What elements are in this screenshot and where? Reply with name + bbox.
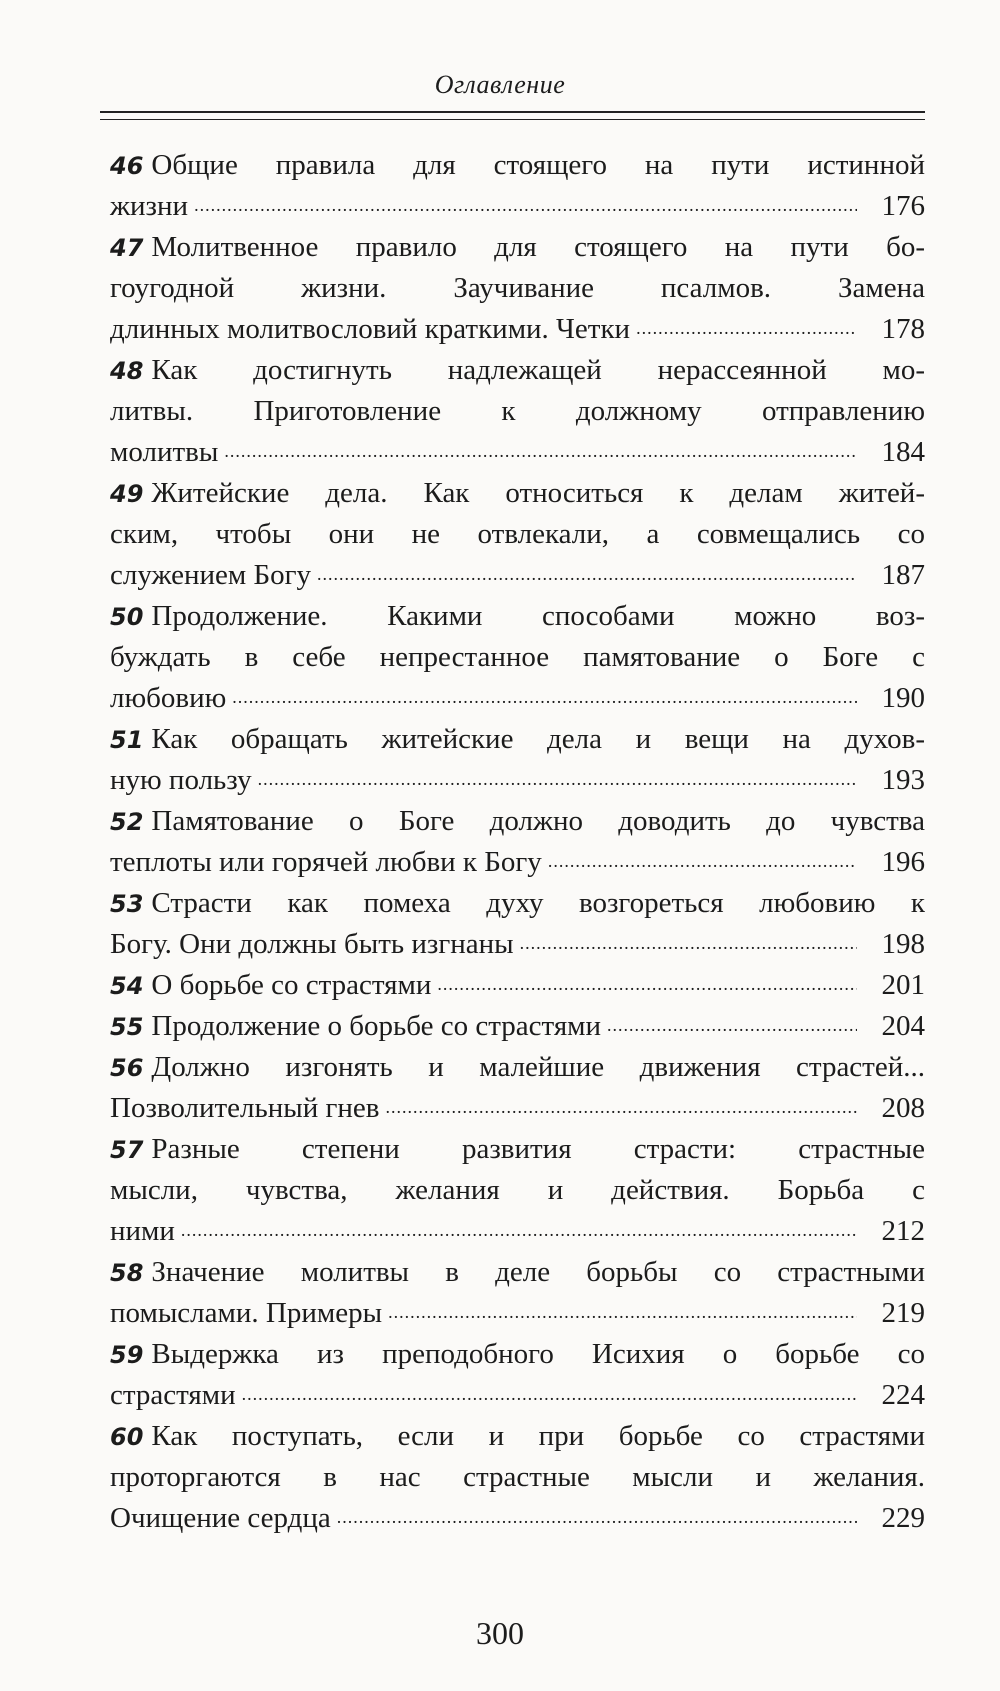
toc-entry-text: помыслами. Примеры [110, 1297, 383, 1329]
toc-entry-line [110, 227, 925, 268]
toc-entry-text: Продолжение. Какими способами можно воз- [151, 600, 925, 632]
toc-entry-text-wrap [110, 1088, 380, 1129]
toc-entry-last-line [110, 1006, 925, 1047]
page-reference: 204 [881, 1010, 925, 1042]
toc-entry-line [110, 145, 925, 186]
toc-entry [110, 227, 925, 350]
page-reference: 208 [881, 1092, 925, 1124]
page-reference: 178 [881, 313, 925, 345]
toc-entry-text: Разные степени развития страсти: страстные [151, 1133, 925, 1165]
toc-entry-text: Общие правила для стоящего на пути истинной [151, 149, 925, 181]
toc-entry-text: Очищение сердца [110, 1502, 331, 1534]
toc-entry-last-line [110, 678, 925, 719]
toc-entry-last-line [110, 1498, 925, 1539]
chapter-number: 59 [110, 1341, 144, 1369]
toc-entry-text: О борьбе со страстями [151, 969, 432, 1001]
toc-entry-text-wrap [110, 309, 630, 350]
page-number: 300 [476, 1615, 524, 1651]
toc-entry-text: Значение молитвы в деле борьбы со страстными [151, 1256, 925, 1288]
toc-entry [110, 801, 925, 883]
toc-entry [110, 350, 925, 473]
toc-entry-last-line [110, 842, 925, 883]
toc-entry-last-line [110, 1088, 925, 1129]
toc-entry-text: Страсти как помеха духу возгореться любовию к [151, 887, 925, 919]
chapter-number: 50 [110, 603, 144, 631]
chapter-number: 57 [110, 1136, 144, 1164]
toc-entry [110, 1047, 925, 1129]
toc-entry-last-line [110, 965, 925, 1006]
toc-entry-text-wrap [110, 760, 252, 801]
toc-entry-last-line [110, 1293, 925, 1334]
page-reference: 196 [881, 846, 925, 878]
leader-dots [242, 1374, 857, 1415]
page-reference: 212 [881, 1215, 925, 1247]
toc-entry-text: Памятование о Боге должно доводить до чувства [151, 805, 925, 837]
toc-entry-text: Продолжение о борьбе со страстями [151, 1010, 602, 1042]
toc-entry-line [110, 596, 925, 637]
chapter-number: 54 [110, 972, 144, 1000]
toc-entry-text: литвы. Приготовление к должному отправлению [110, 395, 925, 427]
toc-entry-text: проторгаются в нас страстные мысли и желания. [110, 1461, 925, 1493]
toc-entry-line [110, 883, 925, 924]
toc-entry-text: Как обращать житейские дела и вещи на духов- [151, 723, 925, 755]
toc-entry-line [110, 719, 925, 760]
toc-entry-text: длинных молитвословий краткими. Четки [110, 313, 631, 345]
toc-entry-line [110, 1416, 925, 1457]
toc-entry-text: Богу. Они должны быть изгнаны [110, 928, 514, 960]
chapter-number: 47 [110, 234, 144, 262]
toc-entry-line [110, 637, 925, 678]
toc-entry-text: Как поступать, если и при борьбе со страстями [151, 1420, 925, 1452]
toc-entry-text: Молитвенное правило для стоящего на пути бо- [151, 231, 925, 263]
toc-entry-last-line [110, 1375, 925, 1416]
toc-entry [110, 1006, 925, 1047]
toc-entry-last-line [110, 432, 925, 473]
table-of-contents [110, 145, 925, 1539]
toc-entry-text: Выдержка из преподобного Исихия о борьбе со [151, 1338, 925, 1370]
toc-entry-last-line [110, 186, 925, 227]
toc-entry-text: Житейские дела. Как относиться к делам житей- [151, 477, 925, 509]
leader-dots [388, 1292, 857, 1333]
toc-entry [110, 1129, 925, 1252]
toc-entry-text-wrap [110, 432, 218, 473]
chapter-number: 49 [110, 480, 144, 508]
toc-entry [110, 145, 925, 227]
toc-entry-text-wrap [110, 1211, 175, 1252]
page-reference: 190 [881, 682, 925, 714]
leader-dots [437, 964, 857, 1005]
toc-entry-last-line [110, 309, 925, 350]
toc-entry-text: гоугодной жизни. Заучивание псалмов. Замена [110, 272, 925, 304]
toc-entry-text: ским, чтобы они не отвлекали, а совмещались со [110, 518, 925, 550]
chapter-number: 60 [110, 1423, 144, 1451]
leader-dots [258, 759, 857, 800]
page-reference: 201 [881, 969, 925, 1001]
leader-dots [386, 1087, 858, 1128]
toc-entry [110, 883, 925, 965]
toc-entry [110, 719, 925, 801]
toc-entry-line [110, 514, 925, 555]
page-reference: 229 [881, 1502, 925, 1534]
toc-entry [110, 1416, 925, 1539]
toc-entry-text-wrap [110, 924, 514, 965]
leader-dots [181, 1210, 857, 1251]
toc-entry-text-wrap [110, 186, 188, 227]
leader-dots [317, 554, 857, 595]
toc-entry-last-line [110, 1211, 925, 1252]
toc-entry-text-wrap [110, 1375, 236, 1416]
toc-entry-text: Как достигнуть надлежащей нерассеянной мо- [151, 354, 925, 386]
leader-dots [194, 185, 857, 226]
chapter-number: 56 [110, 1054, 144, 1082]
leader-dots [607, 1005, 857, 1046]
toc-entry-line [110, 473, 925, 514]
page-reference: 184 [881, 436, 925, 468]
chapter-number: 48 [110, 357, 144, 385]
toc-entry-line [110, 391, 925, 432]
leader-dots [337, 1497, 857, 1538]
toc-entry-last-line [110, 760, 925, 801]
leader-dots [224, 431, 857, 472]
toc-entry [110, 965, 925, 1006]
chapter-number: 51 [110, 726, 144, 754]
toc-entry [110, 1334, 925, 1416]
toc-entry-line [110, 350, 925, 391]
leader-dots [520, 923, 857, 964]
page-reference: 219 [881, 1297, 925, 1329]
toc-entry-text-wrap [110, 678, 226, 719]
toc-entry-line [110, 1252, 925, 1293]
toc-entry-last-line [110, 555, 925, 596]
toc-entry-text: страстями [110, 1379, 236, 1411]
page-reference: 198 [881, 928, 925, 960]
leader-dots [232, 677, 857, 718]
toc-entry-text: Позволительный гнев [110, 1092, 380, 1124]
toc-entry-text-wrap [110, 842, 542, 883]
toc-entry-text-wrap [110, 1498, 331, 1539]
chapter-number: 46 [110, 152, 144, 180]
toc-entry-line [110, 801, 925, 842]
toc-entry-line [110, 268, 925, 309]
toc-entry-text-wrap [110, 555, 311, 596]
toc-entry [110, 596, 925, 719]
toc-entry-text-wrap [110, 1006, 601, 1048]
toc-entry-line [110, 1457, 925, 1498]
page-reference: 193 [881, 764, 925, 796]
toc-entry-text-wrap [110, 1293, 382, 1334]
toc-entry-line [110, 1334, 925, 1375]
leader-dots [636, 308, 857, 349]
page-reference: 187 [881, 559, 925, 591]
toc-entry-text: молитвы [110, 436, 219, 468]
toc-entry-text: Должно изгонять и малейшие движения страстей... [151, 1051, 925, 1083]
toc-entry-text: буждать в себе непрестанное памятование о Боге с [110, 641, 925, 673]
chapter-number: 52 [110, 808, 144, 836]
toc-entry-text: теплоты или горячей любви к Богу [110, 846, 542, 878]
chapter-number: 55 [110, 1013, 144, 1041]
toc-entry [110, 1252, 925, 1334]
chapter-number: 53 [110, 890, 144, 918]
page-reference: 176 [881, 190, 925, 222]
toc-entry-line [110, 1129, 925, 1170]
running-head: Оглавление [434, 70, 566, 99]
toc-entry-text: жизни [110, 190, 189, 222]
header-rule [100, 111, 925, 120]
toc-entry-last-line [110, 924, 925, 965]
leader-dots [548, 841, 857, 882]
toc-entry-text: ними [110, 1215, 175, 1247]
chapter-number: 58 [110, 1259, 144, 1287]
toc-entry [110, 473, 925, 596]
toc-entry-text: ную пользу [110, 764, 252, 796]
page-reference: 224 [881, 1379, 925, 1411]
toc-entry-text: мысли, чувства, желания и действия. Борьба с [110, 1174, 925, 1206]
toc-entry-line [110, 1170, 925, 1211]
toc-entry-line [110, 1047, 925, 1088]
toc-entry-text: служением Богу [110, 559, 312, 591]
toc-entry-text-wrap [110, 965, 431, 1007]
toc-entry-text: любовию [110, 682, 227, 714]
